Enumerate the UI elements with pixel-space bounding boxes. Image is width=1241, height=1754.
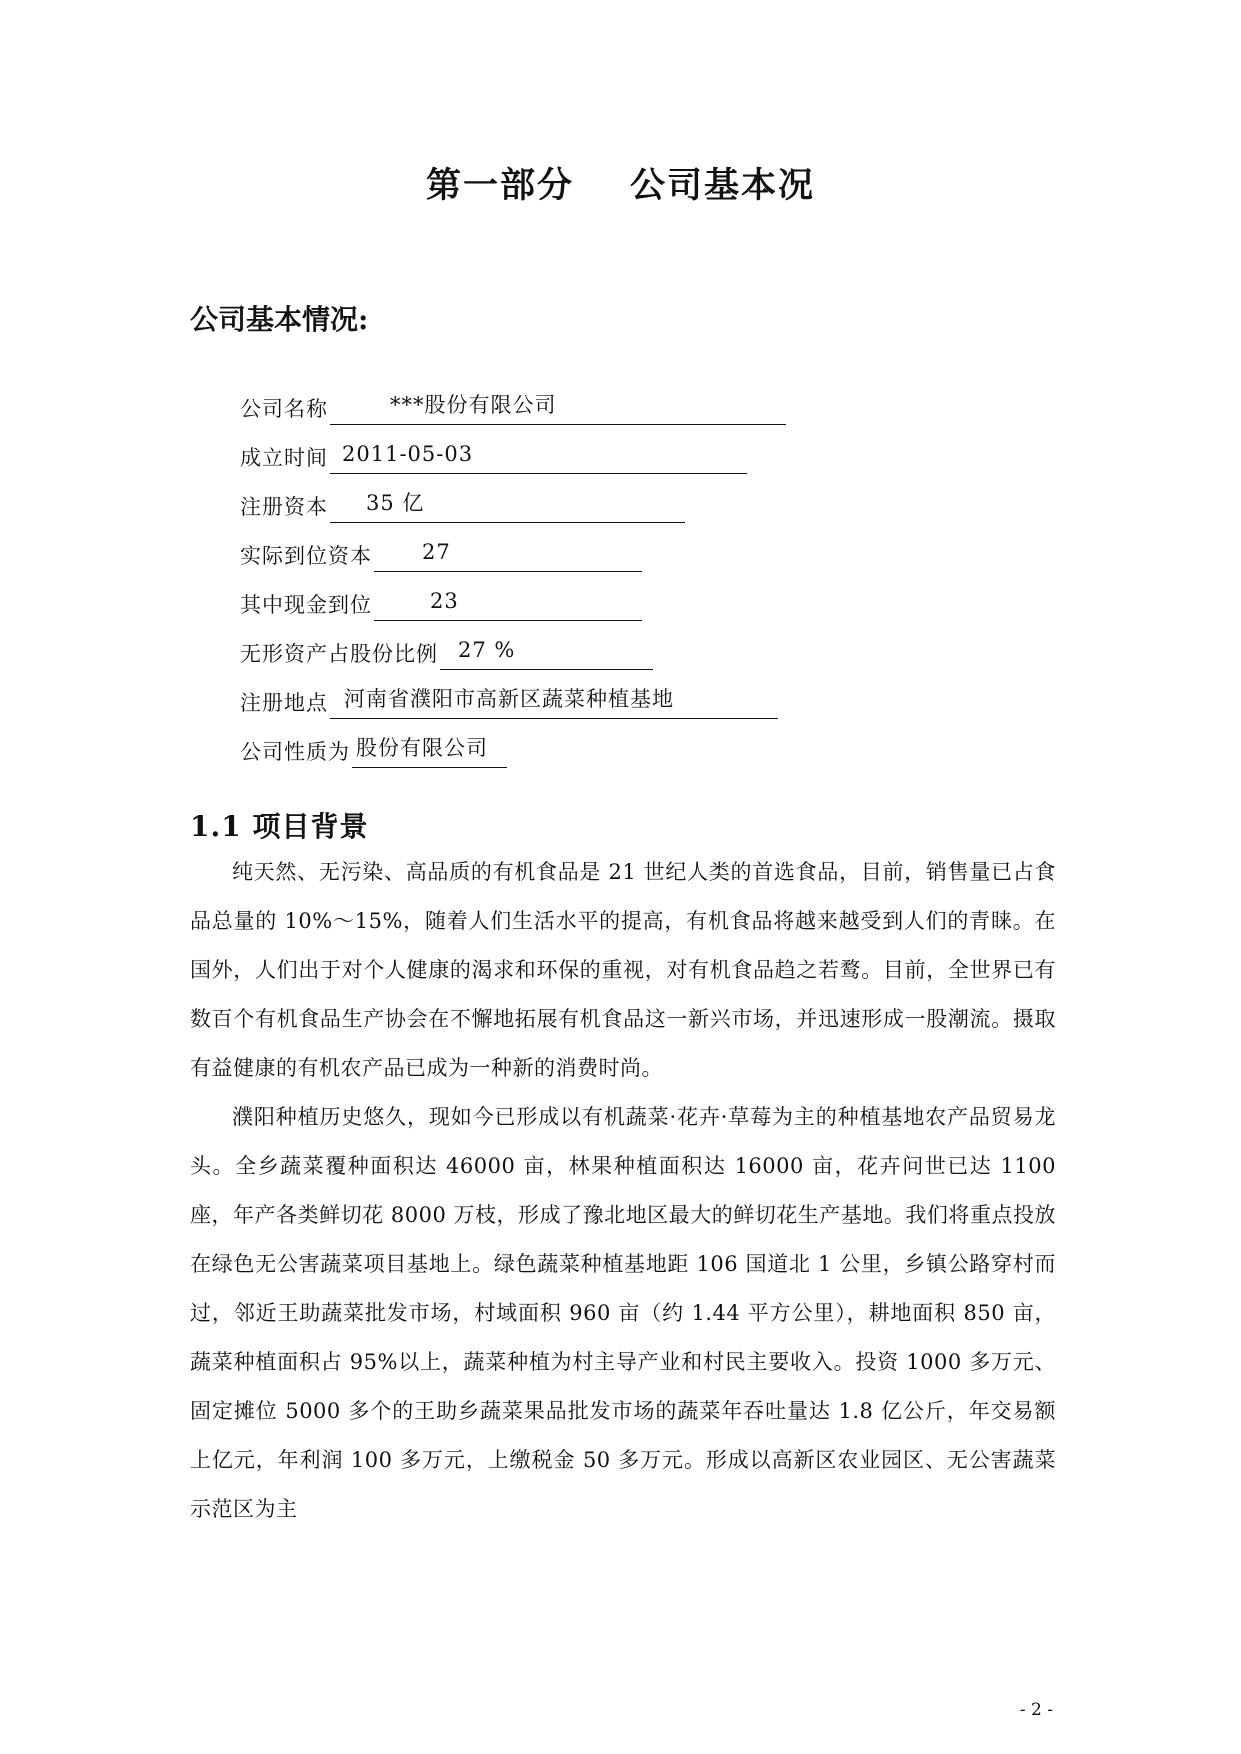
info-row-cash-paid <box>240 581 860 630</box>
info-row-founded-date <box>240 434 860 483</box>
info-value: 35 亿 <box>330 483 685 523</box>
info-label: 注册资本 <box>240 495 328 519</box>
info-row-company-type <box>240 728 860 777</box>
info-row-company-name <box>240 385 860 434</box>
company-info-list <box>240 385 860 777</box>
body-text <box>190 848 1056 1534</box>
info-label: 其中现金到位 <box>240 593 372 617</box>
info-row-intangible-ratio <box>240 630 860 679</box>
paragraph: 濮阳种植历史悠久，现如今已形成以有机蔬菜·花卉·草莓为主的种植基地农产品贸易龙头。全乡蔬菜覆种面积达 46000 亩，林果种植面积达 16000 亩，花卉问世已达 1100 座，年产各类鲜切花 8000 万枝，形成了豫北地区最大的鲜切花生产基地。我们将重点投放在绿色无公害蔬菜项目基地上。绿色蔬菜种植基地距 106 国道北 1 公里，乡镇公路穿村而过，邻近王助蔬菜批发市场，村域面积 960 亩（约 1.44 平方公里），耕地面积 850 亩，蔬菜种植面积占 95%以上，蔬菜种植为村主导产业和村民主要收入。投资 1000 多万元、固定摊位 5000 多个的王助乡蔬菜果品批发市场的蔬菜年吞吐量达 1.8 亿公斤，年交易额上亿元，年利润 100 多万元，上缴税金 50 多万元。形成以高新区农业园区、无公害蔬菜示范区为主 <box>190 1105 1056 1521</box>
info-label: 公司性质为 <box>240 740 350 764</box>
info-row-paid-capital <box>240 532 860 581</box>
info-row-registered-address <box>240 679 860 728</box>
info-label: 注册地点 <box>240 691 328 715</box>
info-value: 27 <box>374 532 642 572</box>
paragraph: 纯天然、无污染、高品质的有机食品是 21 世纪人类的首选食品，目前，销售量已占食品总量的 10%～15%，随着人们生活水平的提高，有机食品将越来越受到人们的青睐。在国外，人们出于对个人健康的渴求和环保的重视，对有机食品趋之若鹜。目前，全世界已有数百个有机食品生产协会在不懈地拓展有机食品这一新兴市场，并迅速形成一股潮流。摄取有益健康的有机农产品已成为一种新的消费时尚。 <box>190 860 1056 1080</box>
info-row-registered-capital <box>240 483 860 532</box>
info-label: 无形资产占股份比例 <box>240 642 438 666</box>
info-value: 2011-05-03 <box>330 434 747 474</box>
section-heading: 公司基本情况: <box>190 303 369 336</box>
info-label: 公司名称 <box>240 397 328 421</box>
info-value: 股份有限公司 <box>352 728 507 768</box>
info-value: ***股份有限公司 <box>330 385 786 425</box>
info-value: 河南省濮阳市高新区蔬菜种植基地 <box>330 679 778 719</box>
part-title <box>0 158 1241 208</box>
info-value: 27 % <box>440 630 653 670</box>
subsection-title: 1.1 项目背景 <box>190 810 369 843</box>
part-label: 第一部分 <box>425 165 574 206</box>
info-label: 实际到位资本 <box>240 544 372 568</box>
info-label: 成立时间 <box>240 446 328 470</box>
part-name: 公司基本况 <box>630 165 816 206</box>
page-number: - 2 - <box>1019 1700 1053 1720</box>
info-value: 23 <box>374 581 642 621</box>
